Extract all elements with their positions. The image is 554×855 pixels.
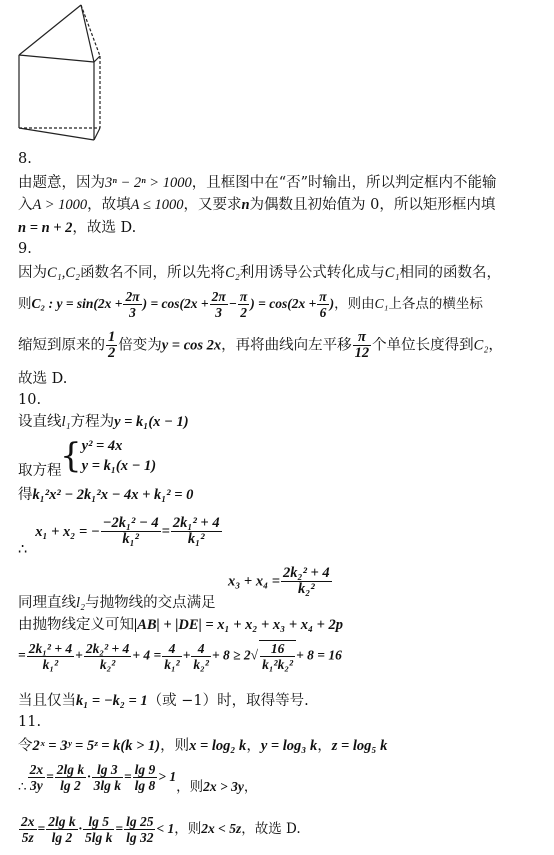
p10-number: 10. [18,392,42,408]
p10-line7: 同理直线l₂与抛物线的交点满足 [18,595,216,611]
frac-sum12-a: $\frac{\text{−2k₁² − 4}}{\text{k₁²}}$ [102,515,159,547]
frac-2x-5z: $\frac{2x}{5z}$ [21,814,35,845]
frac-b: $\frac{\text{2k₂² + 4}}{\text{k₂²}}$ [85,640,130,672]
p11-number: 11. [18,714,42,730]
brace: { [60,436,82,476]
p10-line3: 取方程 [18,463,62,479]
p10-line5: ∴x₁ + x₂ = − $\frac{\text{−2k₁² − 4}}{\text{k₁²}}$ = $\frac{\text{2k₁² + 4}}{\text{k₁²}}$ [18,515,220,558]
p10-line8: 由抛物线定义可知|AB| + |DE| = x₁ + x₂ + x₃ + x₄ + 2p [18,617,344,633]
frac-lg3-3lgk: $\frac{\lg 3}{\text{3lg k}}$ [93,762,121,793]
frac-pi-12: $\frac{\pi}{12}$ [354,329,370,361]
frac-2lgk-lg2: $\frac{\text{2lg k}}{\lg 2}$ [56,762,85,793]
p9-number: 9. [18,241,32,257]
frac-2pi-3: $\frac{2\pi}{3}$ [125,289,140,320]
p9-line2: 则C₂ : y = sin(2x + $\frac{2\pi}{3}$ ) = cos(2x + $\frac{2\pi}{3}$ − $\frac{\pi}{2}$ ) = cos(2x + $\frac{\pi}{6}$ )，则由C₁上各点的横坐标 [18,289,483,320]
frac-1-2: $\frac{1}{2}$ [108,329,116,361]
frac-sum34: $\frac{\text{2k₂² + 4}}{\text{k₂²}}$ [283,565,330,597]
p10-line1: 设直线l₁方程为y = k₁(x − 1) [18,414,189,430]
p8-line1: 由题意，因为3ⁿ − 2ⁿ > 1000，且框图中在“否”时输出，所以判定框内不能输 [18,175,497,191]
p8-number: 8. [18,151,32,167]
frac-d: $\frac{4}{\text{k₂²}}$ [193,640,209,672]
p11-line2: ∴ $\frac{2x}{3y}$ = $\frac{\text{2lg k}}{\lg 2}$ · $\frac{\lg 3}{\text{3lg k}}$ = $\frac{\lg 9}{\lg 8}$ > 1，则2x > 3y， [18,762,258,795]
p10-system [60,436,156,476]
sqrt-body [259,640,296,672]
frac-sum12-b: $\frac{\text{2k₁² + 4}}{\text{k₁²}}$ [172,515,220,547]
p10-line6: x₃ + x₄ = $\frac{\text{2k₂² + 4}}{\text{k₂²}}$ [228,565,330,597]
frac-2lgk-lg2b: $\frac{\text{2lg k}}{\lg 2}$ [48,814,76,845]
frac-lg9-lg8: $\frac{\lg 9}{\lg 8}$ [134,762,156,793]
p9-line3: 缩短到原来的 $\frac{1}{2}$ 倍变为y = cos 2x，再将曲线向左平移 $\frac{\pi}{12}$ 个单位长度得到C₂， [18,329,503,361]
p9-line1: 因为C₁,C₂函数名不同，所以先将C₂利用诱导公式转化成与C₁相同的函数名， [18,265,501,281]
p9-line4: 故选 D. [18,371,68,387]
frac-2pi-3b: $\frac{2\pi}{3}$ [211,289,226,320]
frac-lg5-5lgk: $\frac{\lg 5}{\text{5lg k}}$ [84,814,113,845]
frac-pi-6: $\frac{\pi}{6}$ [319,289,327,320]
p10-line9: = $\frac{\text{2k₁² + 4}}{\text{k₁²}}$ + $\frac{\text{2k₂² + 4}}{\text{k₂²}}$ + 4 = $\frac{4}{\text{k₁²}}$ + $\frac{4}{\text{k₂²}}$ + 8 ≥ 2√ $\frac{16}{\text{k₁²k₂²}}$ + 8 = 16 [18,640,342,672]
p8-line2: 入A > 1000，故填A ≤ 1000，又要求n为偶数且初始值为 0，所以矩形框内填 [18,197,496,213]
prism-figure [14,0,114,148]
frac-c: $\frac{4}{\text{k₁²}}$ [164,640,180,672]
frac-e: $\frac{16}{\text{k₁²k₂²}}$ [262,641,294,672]
p11-line3: $\frac{2x}{5z}$ = $\frac{\text{2lg k}}{\lg 2}$ · $\frac{\lg 5}{\text{5lg k}}$ = $\frac{\lg 25}{\lg 32}$ < 1，则2x < 5z，故选 D. [21,814,301,845]
frac-lg25-lg32: $\frac{\lg 25}{\lg 32}$ [126,814,154,845]
frac-pi-2: $\frac{\pi}{2}$ [239,289,248,320]
equation-system: y² = 4x y = k₁(x − 1) [81,438,157,474]
p10-line10: 当且仅当k₁ = −k₂ = 1（或 −1）时，取得等号. [18,693,309,709]
sqrt-sign: √ [250,647,259,663]
frac-a: $\frac{\text{2k₁² + 4}}{\text{k₁²}}$ [28,640,73,672]
p10-line4: 得k₁²x² − 2k₁²x − 4x + k₁² = 0 [18,487,194,503]
p11-line1: 令2ˣ = 3ʸ = 5ᶻ = k(k > 1)，则x = log₂ k，y = log₃ k，z = log₅ k [18,738,388,754]
frac-2x-3y: $\frac{2x}{3y}$ [29,762,44,793]
p8-line3: n = n + 2，故选 D. [18,220,137,236]
